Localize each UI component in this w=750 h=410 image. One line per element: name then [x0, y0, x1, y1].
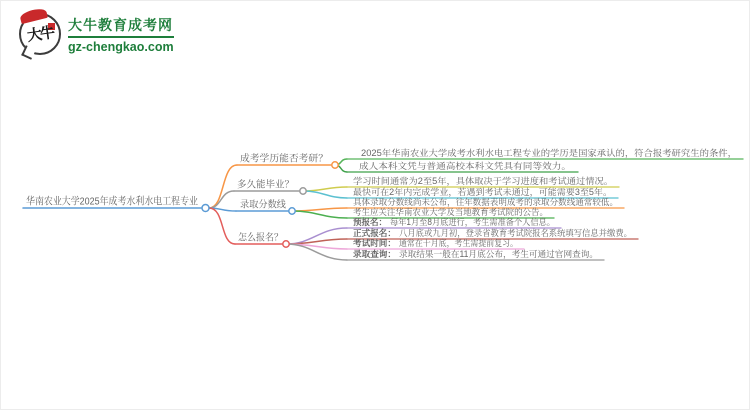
leaf-3-3-text: 录取结果一般在11月底公布，考生可通过官网查询。: [399, 249, 602, 259]
link-branch-2-leaf-0: [292, 208, 347, 211]
leaf-3-0-text: 每年1月至8月底进行，考生需准备个人信息。: [390, 217, 567, 227]
leaf-0-1-text: 成人本科文凭与普通高校本科文凭具有同等效力。: [359, 161, 553, 171]
leaf-1-0-text: 学习时间通常为2至5年，具体取决于学习进度和考试通过情况。: [353, 176, 601, 186]
branch-0-label: 成考学历能否考研？: [240, 153, 326, 165]
root-node-circle[interactable]: [202, 205, 209, 212]
root-label: 华南农业大学2025年成考水利水电工程专业: [26, 196, 219, 208]
leaf-3-1-prefix: 正式报名：: [353, 228, 397, 238]
link-root-to-branch-3: [209, 208, 235, 244]
leaf-2-0-text: 具体录取分数线尚未公布，往年数据表明成考的录取分数线通常较低。: [353, 197, 626, 207]
link-branch-1-leaf-1: [303, 191, 347, 198]
leaf-3-3-prefix: 录取查询：: [353, 249, 397, 259]
branch-3-label: 怎么报名？: [238, 232, 286, 244]
link-branch-3-leaf-1: [286, 239, 347, 244]
branch-0-node-circle[interactable]: [332, 162, 338, 168]
leaf-0-0-text: 2025年华南农业大学成考水利水电工程专业的学历是国家承认的，符合报考研究生的条件，: [361, 148, 715, 158]
site-domain: gz-chengkao.com: [68, 39, 174, 54]
link-branch-2-leaf-1: [292, 211, 347, 218]
link-branch-1-leaf-0: [303, 187, 347, 191]
leaf-3-2-text: 通常在十月底，考生需提前复习。: [399, 238, 531, 248]
leaf-1-1-text: 最快可在2年内完成学业，若遇到考试未通过，可能需要3至5年。: [353, 187, 606, 197]
leaf-3-2-prefix: 考试时间：: [353, 238, 397, 248]
branch-1-node-circle[interactable]: [300, 188, 306, 194]
leaf-3-1-text: 八月底或九月初，登录省教育考试院报名系统填写信息并缴费。: [399, 228, 646, 238]
branch-1-label: 多久能毕业？: [237, 179, 295, 191]
branch-2-node-circle[interactable]: [289, 208, 295, 214]
link-root-to-branch-0: [209, 165, 237, 208]
branch-3-node-circle[interactable]: [283, 241, 289, 247]
leaf-3-0-prefix: 预报名：: [353, 217, 389, 227]
leaf-2-1-text: 考生应关注华南农业大学及当地教育考试院的公告。: [353, 207, 556, 217]
mindmap-svg: [1, 1, 750, 410]
branch-2-label: 录取分数线: [240, 199, 288, 211]
logo-badge-text: 大牛: [25, 23, 55, 45]
site-name: 大牛教育成考网: [68, 16, 173, 33]
